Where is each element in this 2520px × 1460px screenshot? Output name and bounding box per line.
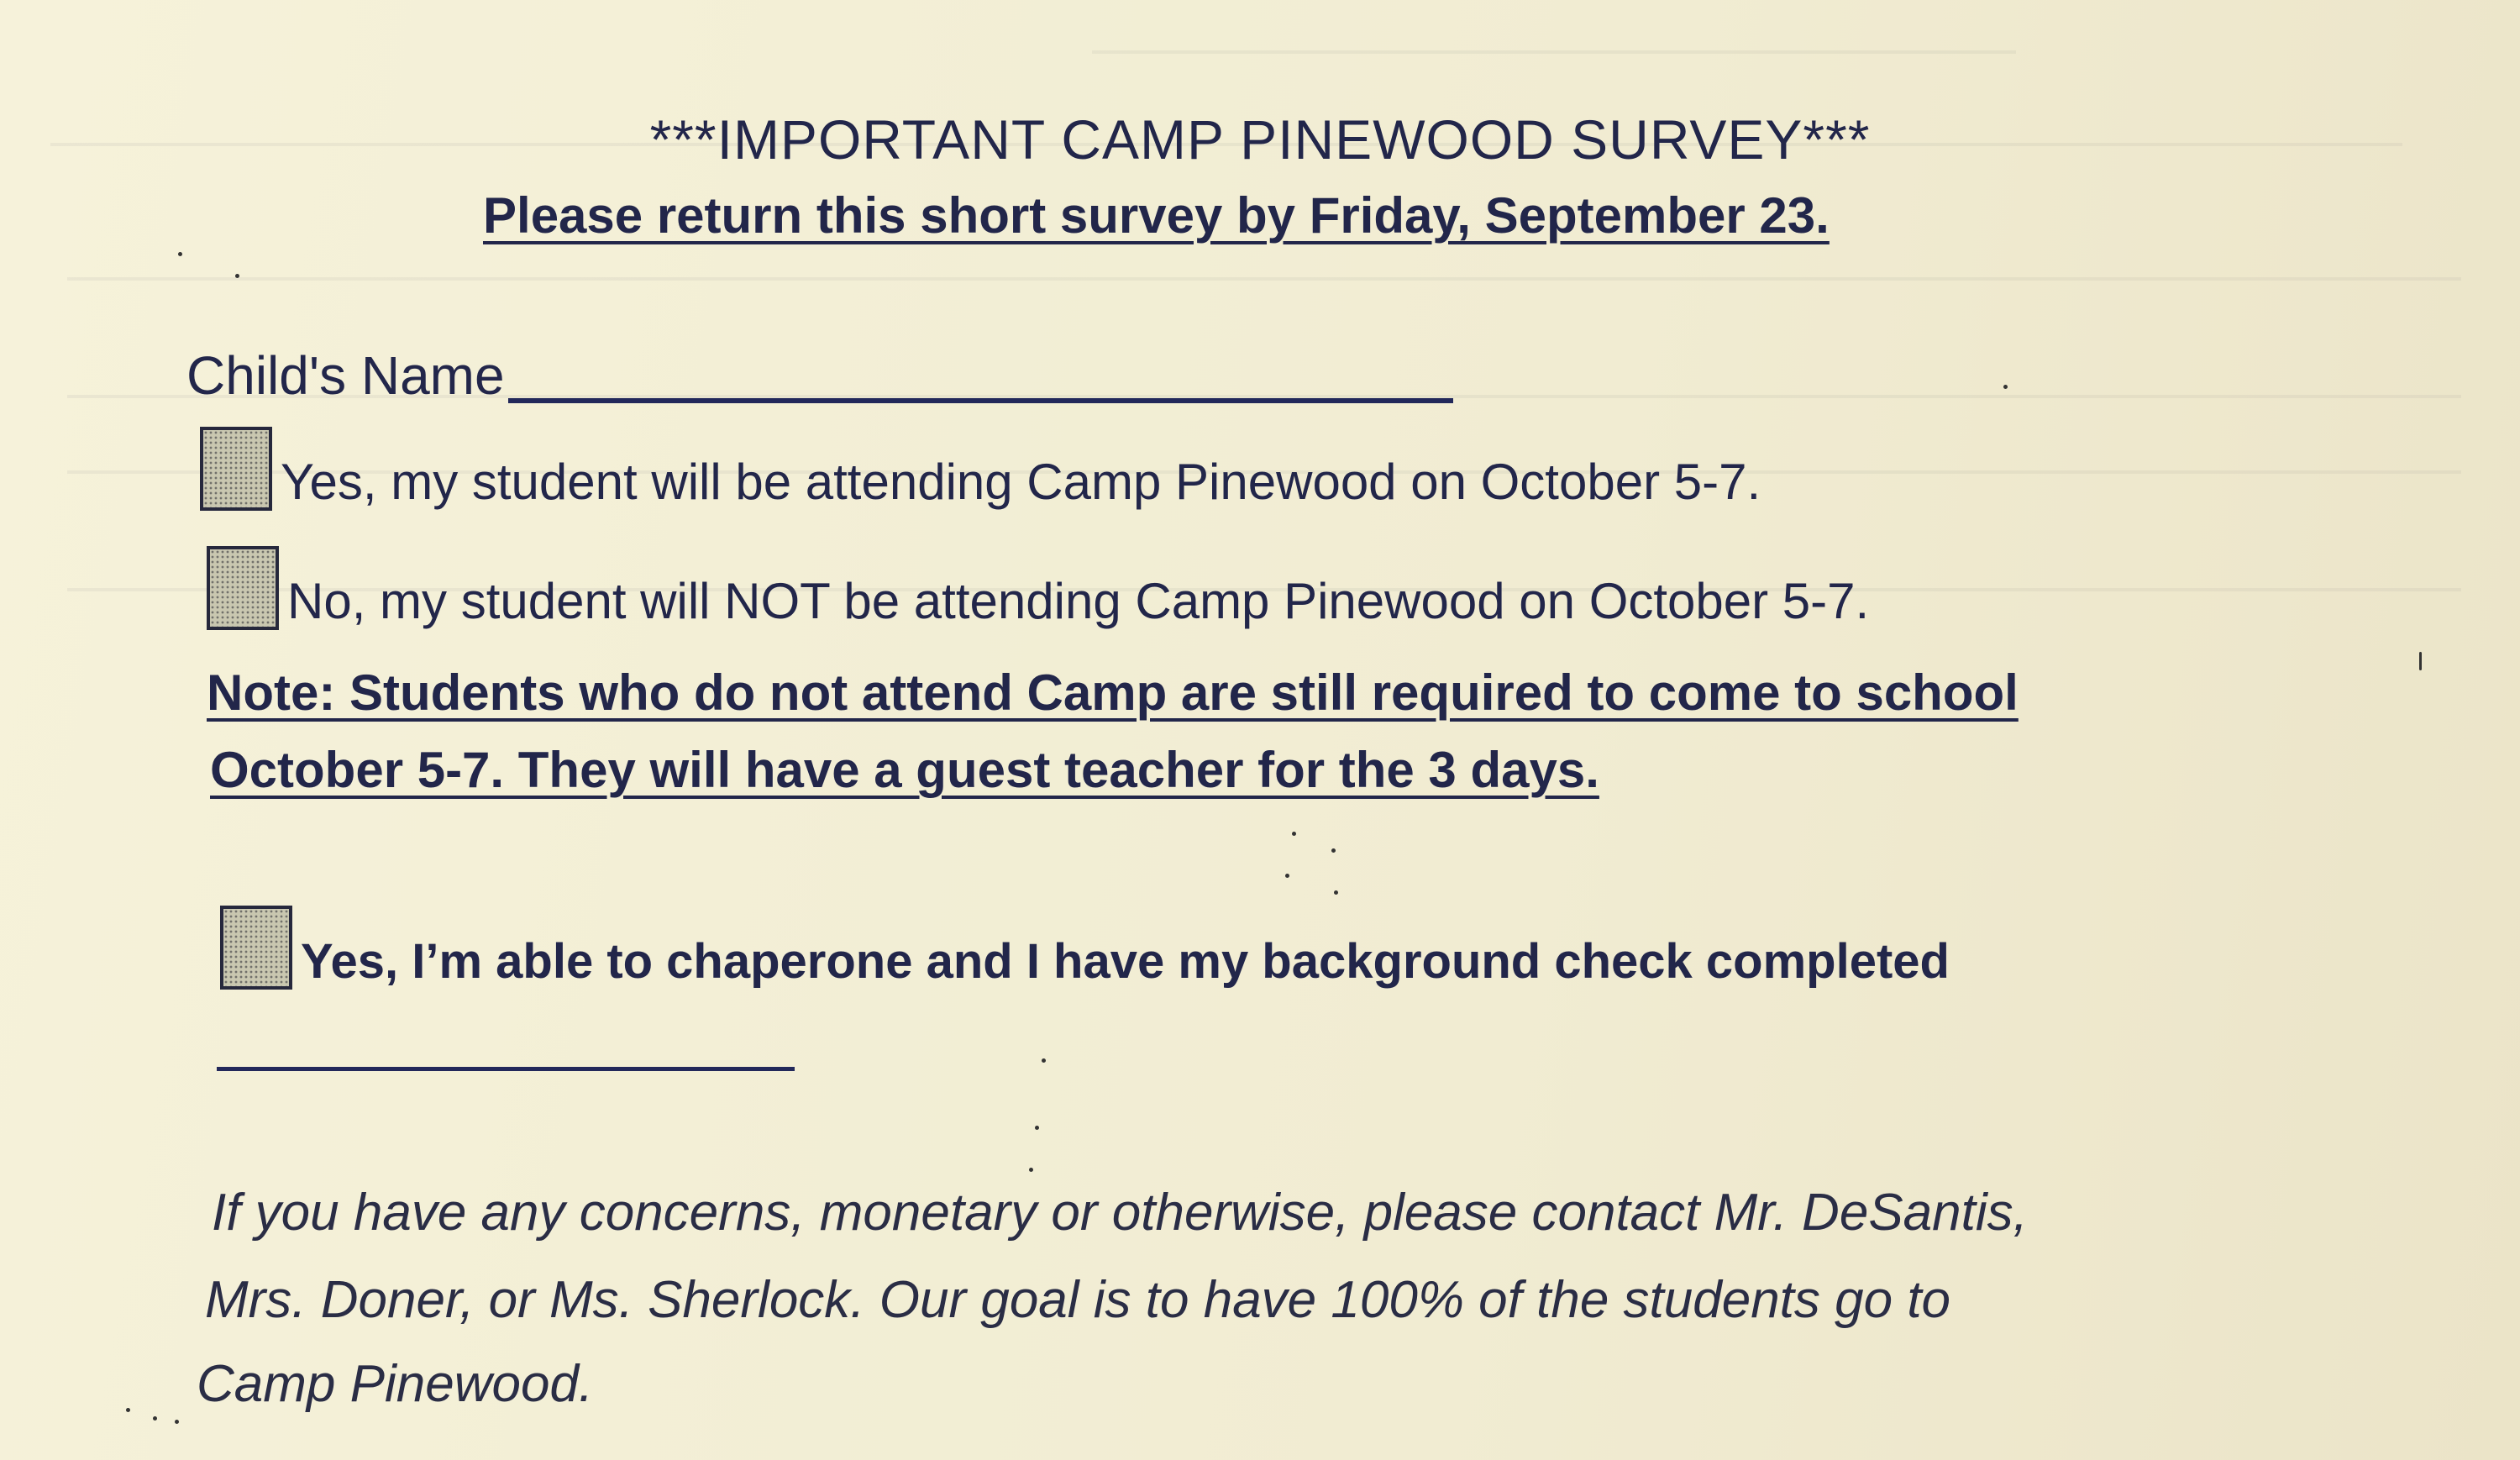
child-name-field[interactable] bbox=[508, 398, 1453, 403]
speck bbox=[1292, 832, 1296, 836]
yes-attending-checkbox[interactable] bbox=[200, 427, 272, 511]
chaperone-label: Yes, I’m able to chaperone and I have my background check completed bbox=[301, 934, 1950, 989]
contact-line-1: If you have any concerns, monetary or otherwise, please contact Mr. DeSantis, bbox=[212, 1184, 2028, 1242]
bleed-through-line bbox=[67, 277, 2461, 281]
child-name-label: Child's Name bbox=[186, 345, 505, 406]
speck bbox=[1334, 890, 1338, 895]
speck bbox=[2419, 652, 2422, 670]
child-name-row bbox=[186, 344, 1453, 407]
option-chaperone[interactable] bbox=[220, 906, 1950, 990]
option-not-attending[interactable] bbox=[207, 546, 1869, 630]
speck bbox=[1285, 874, 1289, 878]
speck bbox=[235, 274, 239, 278]
bleed-through-line bbox=[1092, 50, 2016, 54]
speck bbox=[1029, 1168, 1033, 1172]
speck bbox=[153, 1416, 157, 1421]
not-attending-checkbox[interactable] bbox=[207, 546, 279, 630]
speck bbox=[1042, 1058, 1046, 1063]
yes-attending-label: Yes, my student will be attending Camp Pinewood on October 5-7. bbox=[281, 454, 1761, 510]
return-deadline: Please return this short survey by Friday, September 23. bbox=[483, 187, 1830, 244]
speck bbox=[175, 1420, 179, 1424]
note-line-2: October 5-7. They will have a guest teacher for the 3 days. bbox=[210, 742, 1599, 798]
note-line-1: Note: Students who do not attend Camp are still required to come to school bbox=[207, 664, 2019, 721]
signature-line[interactable] bbox=[217, 1067, 795, 1071]
survey-title: ***IMPORTANT CAMP PINEWOOD SURVEY*** bbox=[649, 108, 1871, 171]
option-yes-attending[interactable] bbox=[200, 427, 1761, 511]
not-attending-label: No, my student will NOT be attending Camp Pinewood on October 5-7. bbox=[287, 573, 1870, 629]
chaperone-checkbox[interactable] bbox=[220, 906, 292, 990]
speck bbox=[126, 1408, 130, 1412]
contact-line-2: Mrs. Doner, or Ms. Sherlock. Our goal is to have 100% of the students go to bbox=[205, 1271, 1951, 1329]
speck bbox=[178, 252, 182, 256]
speck bbox=[1331, 848, 1336, 853]
speck bbox=[2003, 385, 2008, 389]
speck bbox=[1035, 1126, 1039, 1130]
contact-line-3: Camp Pinewood. bbox=[197, 1355, 594, 1413]
